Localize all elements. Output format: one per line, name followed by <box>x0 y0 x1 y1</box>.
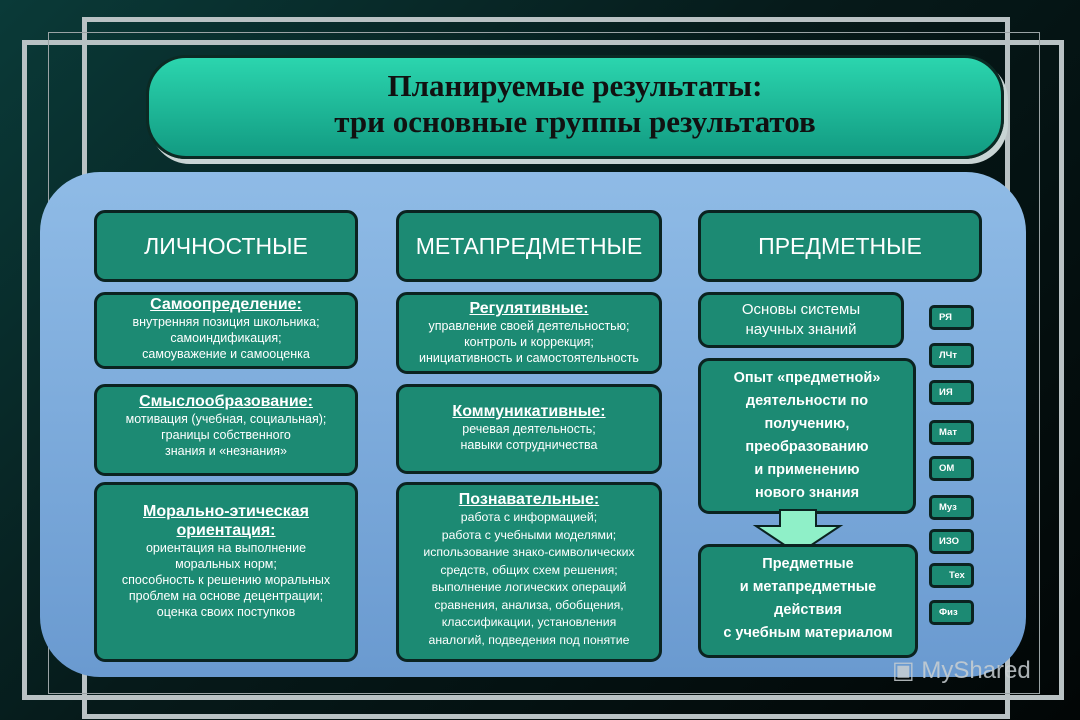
box-communicative <box>396 384 662 474</box>
box-line: преобразованию <box>745 439 869 455</box>
box-line: инициативность и самостоятельность <box>419 351 639 365</box>
box-line: деятельности по <box>745 393 869 409</box>
box-line: знания и «незнания» <box>165 444 287 458</box>
title-box <box>146 55 1004 159</box>
header-subject: ПРЕДМЕТНЫЕ <box>698 210 982 282</box>
box-line: и применению <box>754 462 860 478</box>
subject-tag: РЯ <box>929 305 974 330</box>
subject-tag: Физ <box>929 600 974 625</box>
subject-tag: ИЗО <box>929 529 974 554</box>
box-line: способность к решению моральных <box>121 573 331 587</box>
box-scientific-knowledge <box>698 292 904 348</box>
header-personal: ЛИЧНОСТНЫЕ <box>94 210 358 282</box>
box-line: управление своей деятельностью; <box>428 319 630 333</box>
box-line: ориентация на выполнение <box>145 541 307 555</box>
subject-tag: ОМ <box>929 456 974 481</box>
box-line: контроль и коррекция; <box>464 335 594 349</box>
title-line-2: три основные группы результатов <box>334 104 816 139</box>
box-line: проблем на основе децентрации; <box>128 589 324 603</box>
box-line: Опыт «предметной» <box>733 370 881 386</box>
box-subject-experience <box>698 358 916 514</box>
box-line: оценка своих поступков <box>156 605 296 619</box>
box-moral-ethical <box>94 482 358 662</box>
box-meaning-formation <box>94 384 358 476</box>
box-line: действия <box>774 602 842 618</box>
box-line: моральных норм; <box>175 557 277 571</box>
title-line-1: Планируемые результаты: <box>387 68 763 103</box>
box-line: работа с информацией; <box>460 510 598 524</box>
box-line: самоуважение и самооценка <box>142 347 310 361</box>
box-line: классификации, установления <box>441 615 617 629</box>
box-cognitive <box>396 482 662 662</box>
box-line: Основы системы <box>741 301 861 318</box>
box-line: научных знаний <box>745 321 857 338</box>
box-regulatory <box>396 292 662 374</box>
subject-tag: ИЯ <box>929 380 974 405</box>
box-line: сравнения, анализа, обобщения, <box>434 597 624 612</box>
box-line: самоиндификация; <box>170 331 282 345</box>
box-title: ориентация: <box>176 522 276 539</box>
box-line: получению, <box>764 416 850 432</box>
box-line: речевая деятельность; <box>462 422 596 436</box>
box-line: с учебным материалом <box>723 625 893 641</box>
box-title: Коммуникативные: <box>452 403 606 420</box>
box-title: Самоопределение: <box>150 296 302 313</box>
box-line: внутренняя позиция школьника; <box>132 315 320 329</box>
box-title: Морально-этическая <box>143 503 309 520</box>
watermark <box>892 656 1031 685</box>
box-line: и метапредметные <box>739 579 877 595</box>
box-title: Познавательные: <box>458 491 600 508</box>
header-metasubject: МЕТАПРЕДМЕТНЫЕ <box>396 210 662 282</box>
subject-tag: ЛЧт <box>929 343 974 368</box>
box-title: Смыслообразование: <box>139 393 313 410</box>
box-line: Предметные <box>762 556 854 572</box>
box-line: работа с учебными моделями; <box>441 527 617 542</box>
box-line: навыки сотрудничества <box>460 438 598 452</box>
subject-tag: Тех <box>929 563 974 588</box>
box-line: мотивация (учебная, социальная); <box>125 412 327 426</box>
box-line: границы собственного <box>161 428 291 442</box>
watermark-text: MyShared <box>921 657 1031 684</box>
box-line: аналогий, подведения под понятие <box>428 632 630 647</box>
box-line: выполнение логических операций <box>431 580 627 594</box>
box-subject-actions <box>698 544 918 658</box>
box-line: нового знания <box>754 485 860 501</box>
box-title: Регулятивные: <box>469 300 589 317</box>
box-line: использование знако-символических <box>423 545 635 559</box>
watermark-logo-icon: ▣ <box>892 657 915 684</box>
subject-tag: Муз <box>929 495 974 520</box>
subject-tag: Мат <box>929 420 974 445</box>
box-self-determination <box>94 292 358 369</box>
box-line: средств, общих схем решения; <box>440 562 618 577</box>
